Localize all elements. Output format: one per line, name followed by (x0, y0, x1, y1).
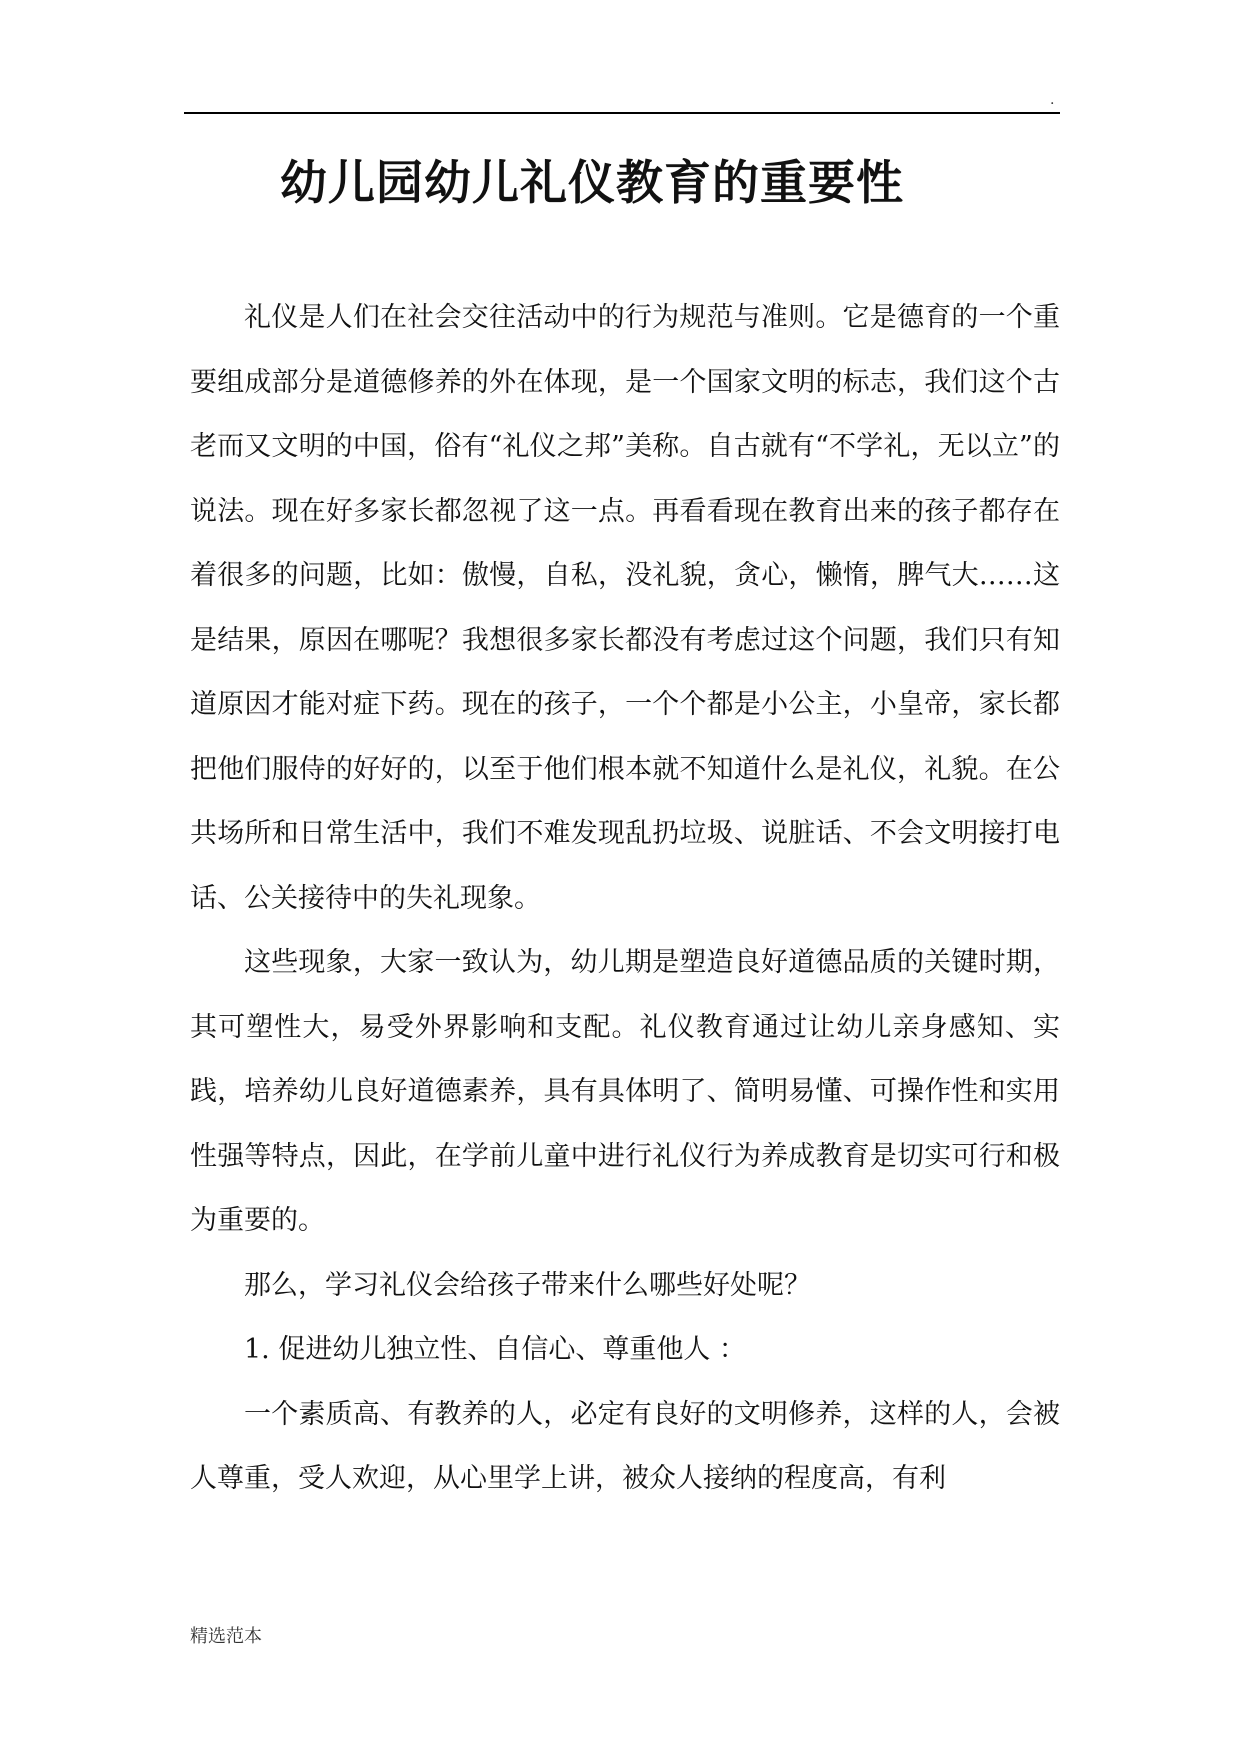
footer-label: 精选范本 (190, 1626, 262, 1647)
paragraph: 礼仪是人们在社会交往活动中的行为规范与准则。它是德育的一个重要组成部分是道德修养的外在体现，是一个国家文明的标志，我们这个古老而又文明的中国，俗有“礼仪之邦”美称。自古就有“不学礼，无以立”的说法。现在好多家长都忽视了这一点。再看看现在教育出来的孩子都存在着很多的问题，比如：傲慢，自私，没礼貌，贪心，懒惰，脾气大……这是结果，原因在哪呢？我想很多家长都没有考虑过这个问题，我们只有知道原因才能对症下药。现在的孩子，一个个都是小公主，小皇帝，家长都把他们服侍的好好的，以至于他们根本就不知道什么是礼仪，礼貌。在公共场所和日常生活中，我们不难发现乱扔垃圾、说脏话、不会文明接打电话、公关接待中的失礼现象。 (190, 302, 1060, 914)
paragraph: 一个素质高、有教养的人，必定有良好的文明修养，这样的人，会被人尊重，受人欢迎，从心里学上讲，被众人接纳的程度高，有利 (190, 1398, 1060, 1494)
header-mark: . (1050, 92, 1055, 108)
document-title: 幼儿园幼儿礼仪教育的重要性 (280, 156, 904, 211)
document-body (190, 286, 1060, 1512)
paragraph: 这些现象，大家一致认为，幼儿期是塑造良好道德品质的关键时期，其可塑性大，易受外界影响和支配。礼仪教育通过让幼儿亲身感知、实践，培养幼儿良好道德素养，具有具体明了、简明易懂、可操作性和实用性强等特点，因此，在学前儿童中进行礼仪行为养成教育是切实可行和极为重要的。 (190, 947, 1060, 1236)
section-heading: 1. 促进幼儿独立性、自信心、尊重他人 ： (244, 1334, 746, 1365)
paragraph: 那么，学习礼仪会给孩子带来什么哪些好处呢？ (244, 1269, 811, 1301)
header-rule (184, 112, 1060, 114)
